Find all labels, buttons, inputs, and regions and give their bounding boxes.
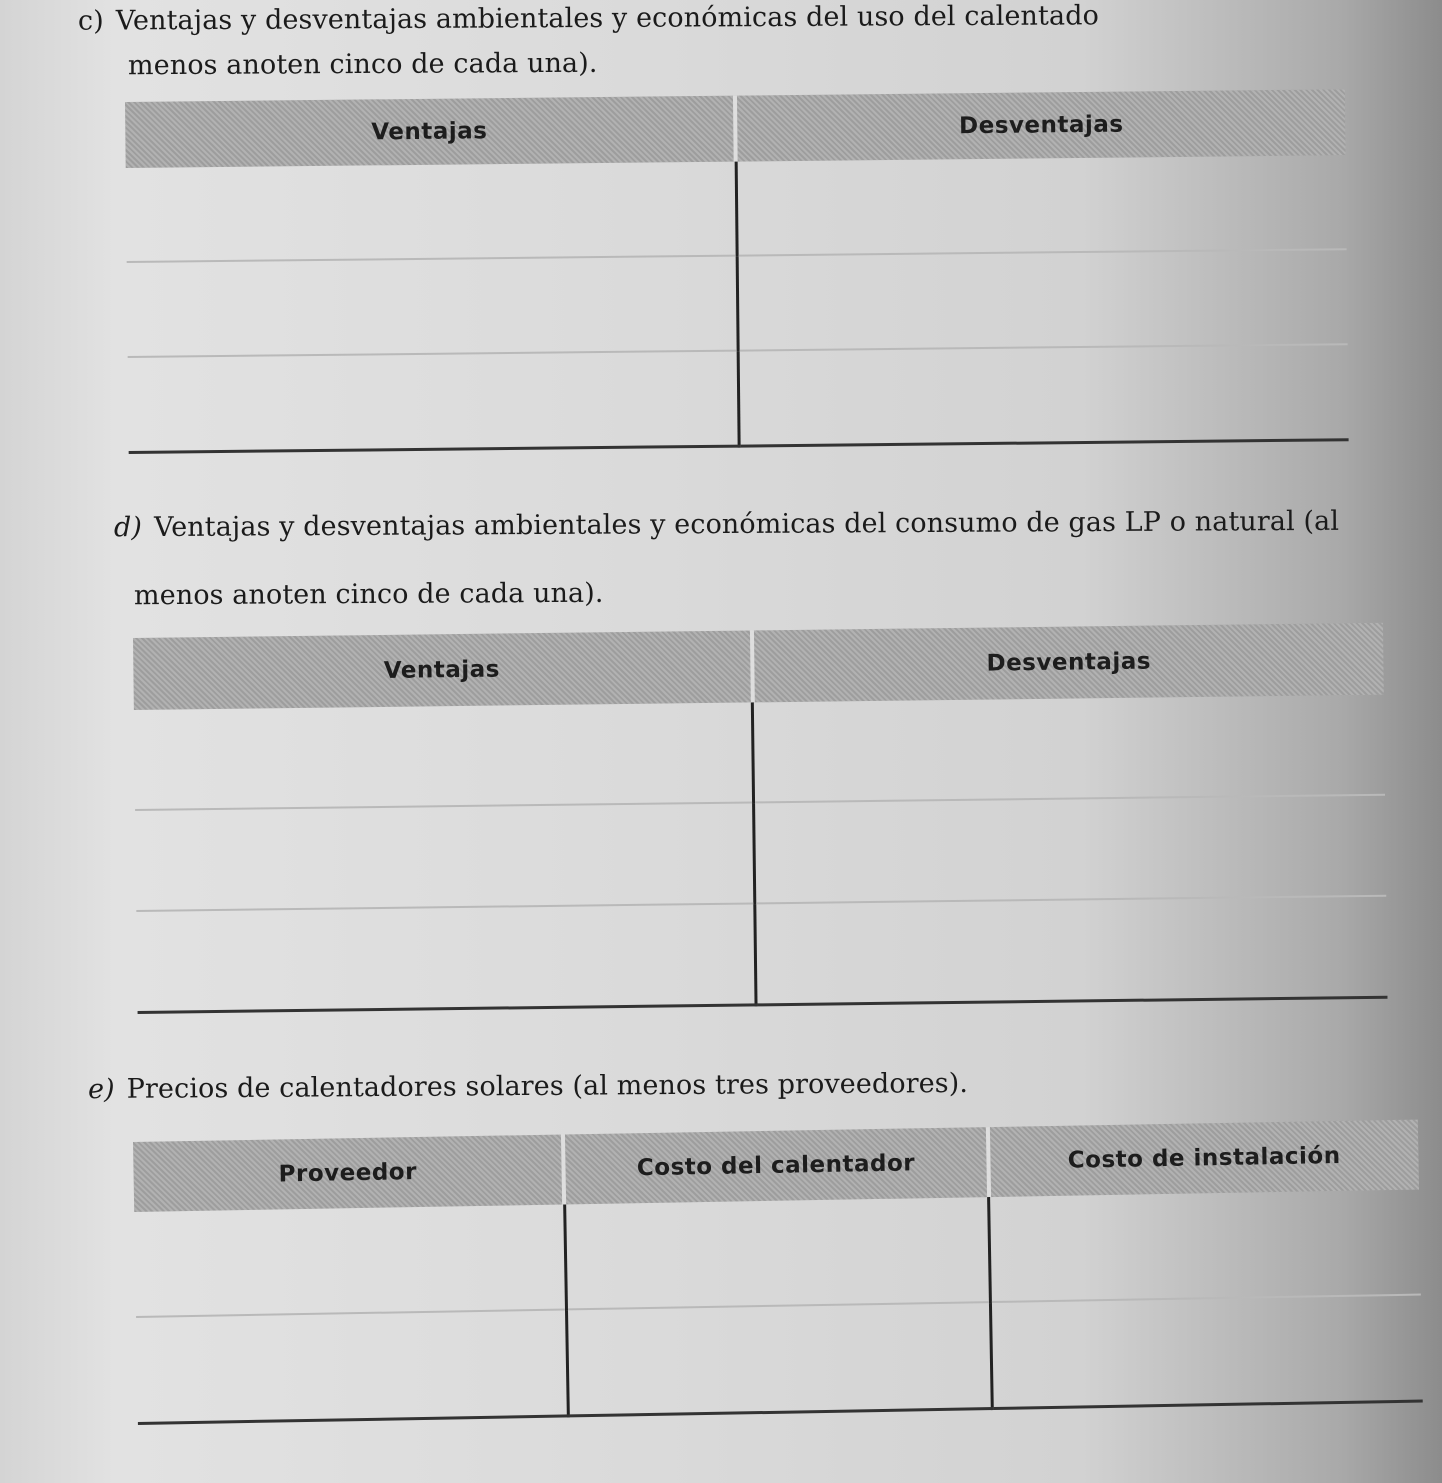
section-e-marker: e): [87, 1073, 115, 1106]
table-d-cell[interactable]: [134, 702, 754, 810]
table-e-header-costo-calentador: Costo del calentador: [563, 1127, 988, 1204]
section-c-line1: Ventajas y desventajas ambientales y económicas del uso del calentado: [115, 0, 1099, 37]
table-d: [133, 623, 1388, 1014]
table-c: [125, 89, 1349, 454]
table-e-cell[interactable]: [989, 1190, 1421, 1302]
table-c-cell[interactable]: [738, 344, 1349, 446]
table-d-cell[interactable]: [136, 903, 756, 1012]
table-e-cell[interactable]: [136, 1309, 568, 1423]
table-c-cell[interactable]: [736, 155, 1347, 255]
table-c-header-desventajas: Desventajas: [735, 89, 1346, 161]
section-e-heading: [88, 1067, 968, 1107]
section-c-line2: menos anoten cinco de cada una).: [127, 47, 598, 82]
section-c-subheading: [128, 47, 598, 83]
section-c-heading: [78, 0, 1099, 39]
table-d-header-ventajas: Ventajas: [133, 630, 753, 710]
table-e-header-proveedor: Proveedor: [133, 1134, 565, 1212]
section-d-line2: menos anoten cinco de cada una).: [133, 577, 604, 612]
table-c-cell[interactable]: [128, 351, 739, 453]
table-e-cell[interactable]: [134, 1204, 566, 1316]
table-d-cell[interactable]: [755, 896, 1387, 1005]
table-d-cell[interactable]: [753, 695, 1385, 803]
table-d-header-desventajas: Desventajas: [752, 623, 1384, 703]
table-c-cell[interactable]: [126, 162, 737, 262]
table-e-cell[interactable]: [566, 1302, 992, 1416]
section-d-line1: Ventajas y desventajas ambientales y económicas del consumo de gas LP o natural (al: [153, 505, 1340, 543]
section-d-subheading: [134, 577, 604, 613]
table-e-header-costo-instalacion: Costo de instalación: [987, 1120, 1419, 1198]
table-e-cell[interactable]: [565, 1197, 991, 1309]
table-d-cell[interactable]: [135, 802, 755, 911]
table-e-cell[interactable]: [990, 1295, 1422, 1409]
table-c-header-ventajas: Ventajas: [125, 96, 736, 168]
table-d-cell[interactable]: [754, 795, 1386, 904]
table-e: [133, 1120, 1423, 1425]
section-d-heading: [114, 505, 1339, 545]
table-c-cell[interactable]: [737, 249, 1348, 350]
table-c-cell[interactable]: [127, 256, 738, 357]
section-d-marker: d): [113, 512, 143, 544]
section-e-line1: Precios de calentadores solares (al menos tres proveedores).: [126, 1067, 969, 1105]
section-c-marker: c): [77, 5, 104, 37]
